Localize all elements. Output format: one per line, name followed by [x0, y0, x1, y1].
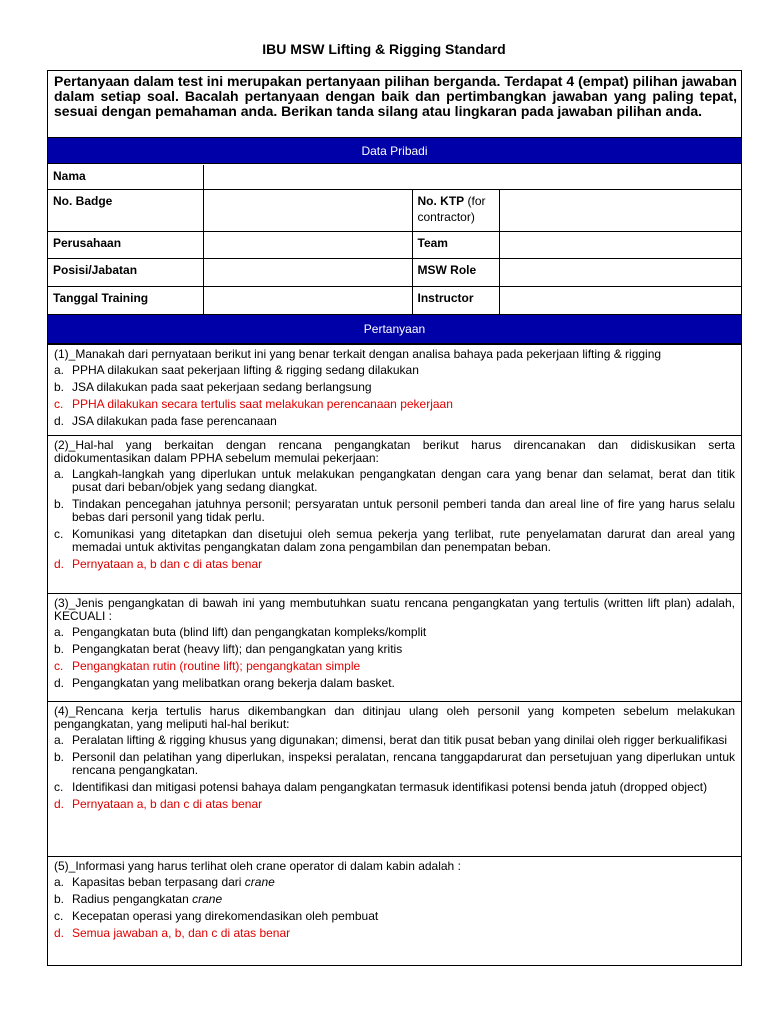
question-text: (5)_Informasi yang harus terlihat oleh crane operator di dalam kabin adalah :	[54, 859, 461, 873]
posisi-field[interactable]	[203, 258, 412, 286]
perusahaan-field[interactable]	[203, 231, 412, 258]
question-text: (4)_Rencana kerja tertulis harus dikembangkan dan ditinjau ulang oleh personil yang kompeten sebelum melakukan pengangkatan, yang meliputi hal-hal berikut:	[54, 704, 735, 731]
question-text: (2)_Hal-hal yang berkaitan dengan rencana pengangkatan berikut harus direncanakan dan didiskusikan serta didokumentasikan dalam PPHA sebelum memulai pekerjaan:	[54, 438, 735, 465]
answer-option[interactable]: b. Personil dan pelatihan yang diperlukan, inspeksi peralatan, rencana tanggapdarurat dan persetujuan yang diperlukan untuk rencana pengangkatan.	[54, 750, 735, 777]
posisi-label: Posisi/Jabatan	[48, 258, 203, 286]
question-2	[48, 435, 741, 591]
answer-option[interactable]: d. JSA dilakukan pada fase perencanaan	[54, 414, 277, 428]
answer-option[interactable]: b. Pengangkatan berat (heavy lift); dan pengangkatan yang kritis	[54, 642, 403, 656]
ktp-note: (for contractor)	[417, 193, 486, 224]
instructor-field[interactable]	[499, 286, 741, 314]
team-field[interactable]	[499, 231, 741, 258]
question-3	[48, 593, 741, 699]
answer-option[interactable]: c. Kecepatan operasi yang direkomendasikan oleh pembuat	[54, 909, 379, 923]
instructions: Pertanyaan dalam test ini merupakan pertanyaan pilihan berganda. Terdapat 4 (empat) pilihan jawaban dalam setiap soal. Bacalah pertanyaan dengan baik dan pertimbangkan jawaban yang paling tepat, sesuai dengan pemahaman anda. Berikan tanda silang atau lingkaran pada jawaban pilihan anda.	[54, 73, 737, 119]
answer-option[interactable]: b. Radius pengangkatan crane	[54, 892, 223, 906]
answer-option[interactable]: a. PPHA dilakukan saat pekerjaan lifting & rigging sedang dilakukan	[54, 363, 419, 377]
question-text: (3)_Jenis pengangkatan di bawah ini yang membutuhkan suatu rencana pengangkatan yang tertulis (written lift plan) adalah, KECUALI :	[54, 596, 735, 623]
answer-option[interactable]: b. Tindakan pencegahan jatuhnya personil; persyaratan untuk personil pemberi tanda dan areal line of fire yang harus selalu bebas dari personil yang tidak perlu.	[54, 497, 735, 524]
answer-option[interactable]: c. Pengangkatan rutin (routine lift); pengangkatan simple	[54, 659, 361, 673]
answer-option[interactable]: d. Pengangkatan yang melibatkan orang bekerja dalam basket.	[54, 676, 395, 690]
answer-option[interactable]: a. Langkah-langkah yang diperlukan untuk melakukan pengangkatan dengan cara yang benar dan selamat, berat dan titik pusat dari beban/objek yang sedang diangkat.	[54, 467, 735, 494]
nama-label: Nama	[48, 165, 203, 189]
answer-option[interactable]: c. PPHA dilakukan secara tertulis saat melakukan perencanaan pekerjaan	[54, 397, 453, 411]
answer-option[interactable]: a. Pengangkatan buta (blind lift) dan pengangkatan kompleks/komplit	[54, 625, 427, 639]
personal-data-header: Data Pribadi	[48, 137, 741, 164]
answer-option[interactable]: d. Semua jawaban a, b, dan c di atas benar	[54, 926, 291, 940]
answer-option[interactable]: a. Peralatan lifting & rigging khusus yang digunakan; dimensi, berat dan titik pusat beban yang dinilai oleh rigger berkualifikasi	[54, 733, 728, 747]
tanggal-label: Tanggal Training	[48, 286, 203, 314]
badge-field[interactable]	[203, 189, 412, 231]
msw-role-field[interactable]	[499, 258, 741, 286]
questions-header: Pertanyaan	[48, 314, 741, 344]
tanggal-field[interactable]	[203, 286, 412, 314]
answer-option[interactable]: c. Komunikasi yang ditetapkan dan disetujui oleh semua pekerja yang terlibat, rute penyelamatan darurat dan areal yang memadai untuk aktivitas pengangkatan dalam zona pengambilan dan penempatan beban.	[54, 527, 735, 554]
question-1	[48, 344, 741, 433]
ktp-field[interactable]	[499, 189, 741, 231]
answer-option[interactable]: d. Pernyataan a, b dan c di atas benar	[54, 557, 263, 571]
nama-field[interactable]	[203, 165, 741, 189]
team-label: Team	[412, 231, 499, 258]
perusahaan-label: Perusahaan	[48, 231, 203, 258]
question-4	[48, 701, 741, 854]
answer-option[interactable]: b. JSA dilakukan pada saat pekerjaan sedang berlangsung	[54, 380, 372, 394]
document-title: IBU MSW Lifting & Rigging Standard	[262, 41, 506, 57]
answer-option[interactable]: a. Kapasitas beban terpasang dari crane	[54, 875, 275, 889]
badge-label: No. Badge	[48, 189, 203, 231]
personal-data-table	[48, 165, 741, 315]
ktp-label-cell	[412, 189, 499, 231]
question-text: (1)_Manakah dari pernyataan berikut ini yang benar terkait dengan analisa bahaya pada pekerjaan lifting & rigging	[54, 347, 662, 361]
quiz-form	[47, 70, 742, 966]
question-5	[48, 856, 741, 965]
instructor-label: Instructor	[412, 286, 499, 314]
msw-role-label: MSW Role	[412, 258, 499, 286]
ktp-label: No. KTP	[417, 193, 465, 208]
answer-option[interactable]: d. Pernyataan a, b dan c di atas benar	[54, 797, 263, 811]
answer-option[interactable]: c. Identifikasi dan mitigasi potensi bahaya dalam pengangkatan termasuk identifikasi potensi benda jatuh (dropped object)	[54, 780, 708, 794]
